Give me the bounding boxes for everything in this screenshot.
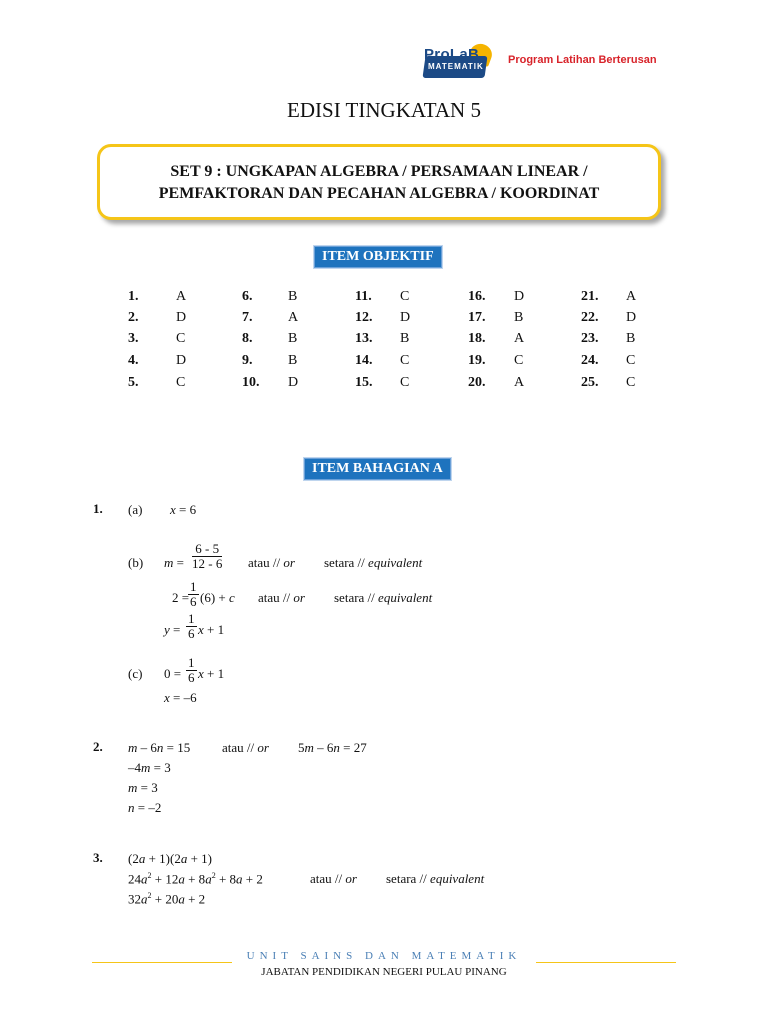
answer-letter: D [288,375,299,390]
answer-letter: B [288,331,298,346]
q1a-label: (a) [128,502,143,517]
answer-number: 15. [355,375,373,390]
answer-number: 2. [128,310,139,325]
answer-letter: D [514,289,525,304]
q2-or: atau // or [222,740,269,755]
answer-number: 5. [128,375,139,390]
answer-letter: C [176,331,186,346]
fraction-numerator: 1 [188,655,195,670]
answer-number: 18. [468,331,486,346]
q2-alternative: 5m – 6n = 27 [298,740,367,755]
answer-letter: A [514,375,525,390]
answer-number: 9. [242,353,253,368]
answer-letter: A [288,310,299,325]
logo-main-text: ProLaB [424,46,480,63]
q3-number: 3. [93,850,103,865]
q1c-line1-rhs: x + 1 [198,666,225,681]
footer-unit: UNIT SAINS DAN MATEMATIK [246,950,522,962]
q1c-line2: x = –6 [164,690,197,705]
q1a-equation: x = 6 [170,502,197,517]
q2-line1: m – 6n = 15 [128,740,191,755]
q3-line3: $32a^2 + 20a + 2$ [128,891,206,907]
q1b-or-2: atau // or [258,590,305,605]
set-title-line1: SET 9 : UNGKAPAN ALGEBRA / PERSAMAAN LINEAR / [170,163,588,180]
answer-number: 23. [581,331,599,346]
logo-sub-text: MATEMATIK [428,62,484,71]
q2-line3: m = 3 [128,780,158,795]
q2-number: 2. [93,739,103,754]
program-label: Program Latihan Berterusan [508,54,657,66]
q2-line4: n = –2 [128,800,162,815]
answer-letter: B [288,353,298,368]
fraction-denominator: 6 [190,594,197,609]
bahagian-a-heading: ITEM BAHAGIAN A [304,458,451,480]
footer-rule-left [92,962,232,963]
q1b-or-1: atau // or [248,555,295,570]
answer-letter: D [626,310,637,325]
q2-line2: –4m = 3 [128,760,171,775]
answer-number: 12. [355,310,373,325]
answer-letter: D [400,310,411,325]
q1b-line3-rhs: x + 1 [198,622,225,637]
answer-number: 13. [355,331,373,346]
answer-letter: C [400,375,410,390]
answer-number: 10. [242,375,260,390]
answer-letter: A [176,289,187,304]
answer-number: 24. [581,353,599,368]
answer-number: 25. [581,375,599,390]
q1b-label: (b) [128,555,144,570]
answer-number: 19. [468,353,486,368]
answer-number: 8. [242,331,253,346]
answer-letter: C [176,375,186,390]
set-title-line2: PEMFAKTORAN DAN PECAHAN ALGEBRA / KOORDINAT [158,185,600,202]
q1b-line2-rhs: (6) + c [200,590,235,605]
answer-number: 22. [581,310,599,325]
answer-number: 21. [581,289,599,304]
answer-number: 16. [468,289,486,304]
q1b-line2-lhs: 2 = [172,590,190,605]
answer-number: 4. [128,353,139,368]
q1b-line3-fraction [186,612,197,641]
answer-letter: C [400,353,410,368]
q3-or: atau // or [310,871,357,886]
answer-letter: C [626,353,636,368]
answer-letter: A [626,289,637,304]
answer-letter: D [176,310,187,325]
fraction-denominator: 6 [188,670,195,685]
q1b-fraction [192,542,222,571]
answer-letter: B [288,289,298,304]
q1-number: 1. [93,501,103,516]
q1c-line1-lhs: 0 = [164,666,182,681]
answer-number: 1. [128,289,139,304]
prolab-logo [418,42,498,88]
answer-letter: B [400,331,410,346]
answer-number: 3. [128,331,139,346]
fraction-denominator: 6 [188,626,195,641]
answer-number: 14. [355,353,373,368]
objektif-heading: ITEM OBJEKTIF [314,246,442,268]
answer-letter: A [514,331,525,346]
answer-letter: B [514,310,524,325]
page-title: EDISI TINGKATAN 5 [287,98,481,122]
set-title-box [97,144,661,220]
answer-letter: C [400,289,410,304]
answer-letter: C [514,353,524,368]
q1b-equivalent-1: setara // equivalent [324,555,423,570]
q1c-label: (c) [128,666,143,681]
q1b-line2-fraction [188,580,199,609]
q1b-line3-lhs: y = [164,622,181,637]
footer-rule-right [536,962,676,963]
q1b-m-equals: m = [164,555,184,570]
footer-jabatan: JABATAN PENDIDIKAN NEGERI PULAU PINANG [261,966,507,978]
fraction-numerator: 1 [188,611,195,626]
answer-number: 7. [242,310,253,325]
q3-line2: $24a^2 + 12a + 8a^2 + 8a + 2$ [128,871,263,887]
answer-number: 20. [468,375,486,390]
q3-line1: (2a + 1)(2a + 1) [128,851,213,866]
q1b-equivalent-2: setara // equivalent [334,590,433,605]
answer-letter: B [626,331,636,346]
answer-letter: D [176,353,187,368]
q1c-fraction [186,656,197,685]
q3-equivalent: setara // equivalent [386,871,485,886]
q1b-fraction-numerator: 6 - 5 [192,542,222,557]
fraction-numerator: 1 [190,579,197,594]
q1b-fraction-denominator: 12 - 6 [192,556,223,571]
answer-number: 11. [355,289,372,304]
answer-number: 17. [468,310,486,325]
answer-letter: C [626,375,636,390]
answer-number: 6. [242,289,253,304]
